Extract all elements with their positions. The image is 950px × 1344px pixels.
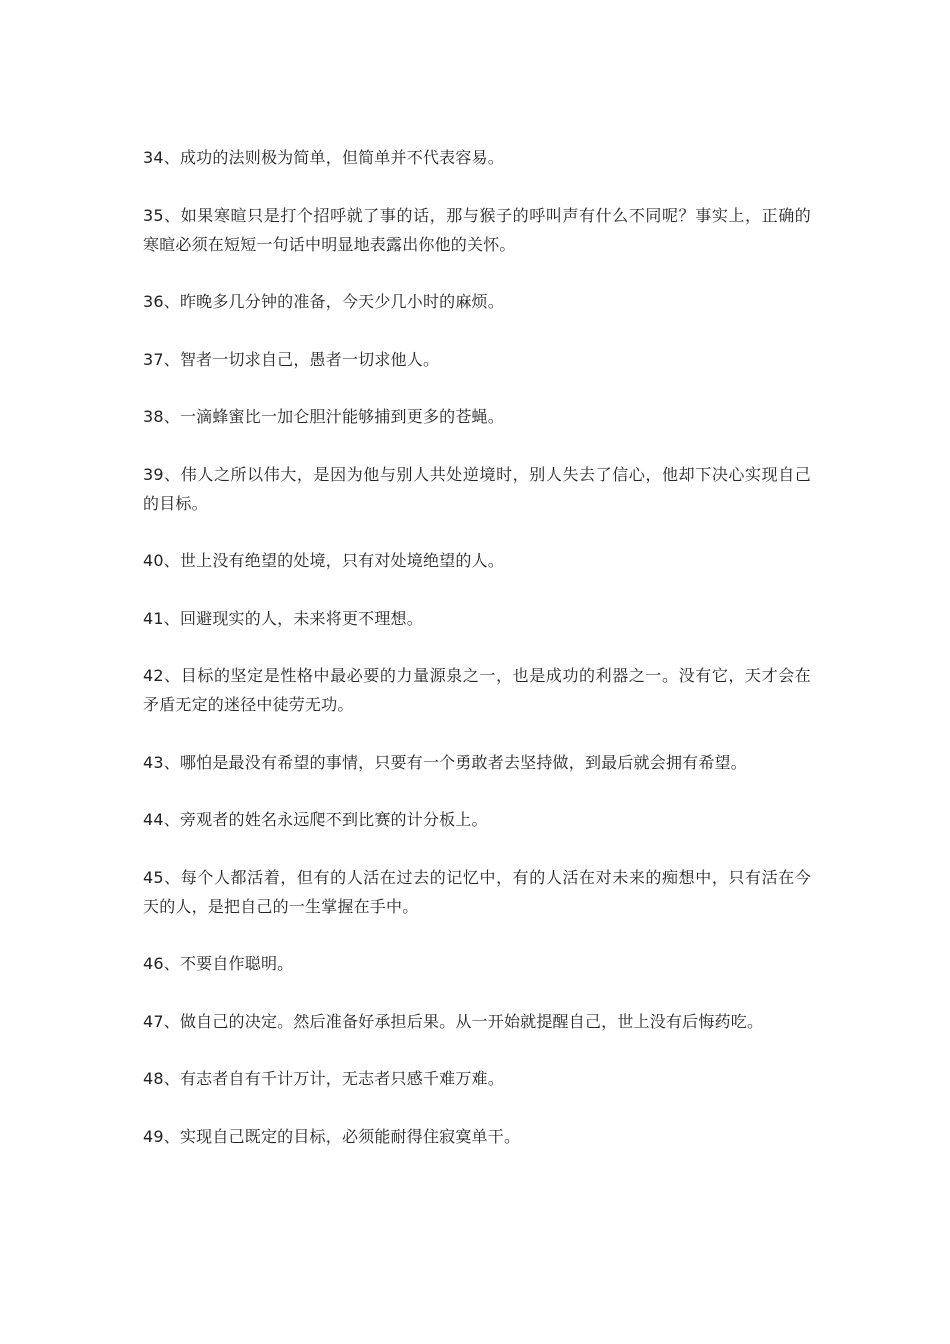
quote-item-38: 38、一滴蜂蜜比一加仑胆汁能够捕到更多的苍蝇。 — [143, 407, 504, 426]
quote-item-43: 43、哪怕是最没有希望的事情，只要有一个勇敢者去坚持做，到最后就会拥有希望。 — [143, 752, 747, 772]
quote-item-39: 39、伟人之所以伟大，是因为他与别人共处逆境时，别人失去了信心，他却下决心实现自己的目标。 — [143, 464, 811, 513]
quote-item-42: 42、目标的坚定是性格中最必要的力量源泉之一，也是成功的利器之一。没有它，天才会在矛盾无定的迷径中徒劳无功。 — [143, 666, 811, 714]
quote-item-36: 36、昨晚多几分钟的准备，今天少几小时的麻烦。 — [143, 292, 504, 311]
quote-list — [143, 143, 811, 1179]
quote-item-41: 41、回避现实的人，未来将更不理想。 — [143, 608, 423, 628]
quote-item-46: 46、不要自作聪明。 — [143, 954, 294, 973]
quote-item-49: 49、实现自己既定的目标，必须能耐得住寂寞单干。 — [143, 1126, 521, 1146]
quote-item-45: 45、每个人都活着，但有的人活在过去的记忆中，有的人活在对未来的痴想中，只有活在今天的人，是把自己的一生掌握在手中。 — [143, 867, 811, 916]
quote-item-47: 47、做自己的决定。然后准备好承担后果。从一开始就提醒自己，世上没有后悔药吃。 — [143, 1011, 764, 1031]
quote-item-35: 35、如果寒暄只是打个招呼就了事的话，那与猴子的呼叫声有什么不同呢？事实上，正确的寒暄必须在短短一句话中明显地表露出你他的关怀。 — [143, 205, 811, 254]
quote-item-34: 34、成功的法则极为简单，但简单并不代表容易。 — [143, 148, 504, 167]
quote-item-37: 37、智者一切求自己，愚者一切求他人。 — [143, 349, 440, 369]
quote-item-44: 44、旁观者的姓名永远爬不到比赛的计分板上。 — [143, 810, 488, 829]
quote-item-40: 40、世上没有绝望的处境，只有对处境绝望的人。 — [143, 551, 504, 570]
quote-item-48: 48、有志者自有千计万计，无志者只感千难万难。 — [143, 1069, 504, 1088]
